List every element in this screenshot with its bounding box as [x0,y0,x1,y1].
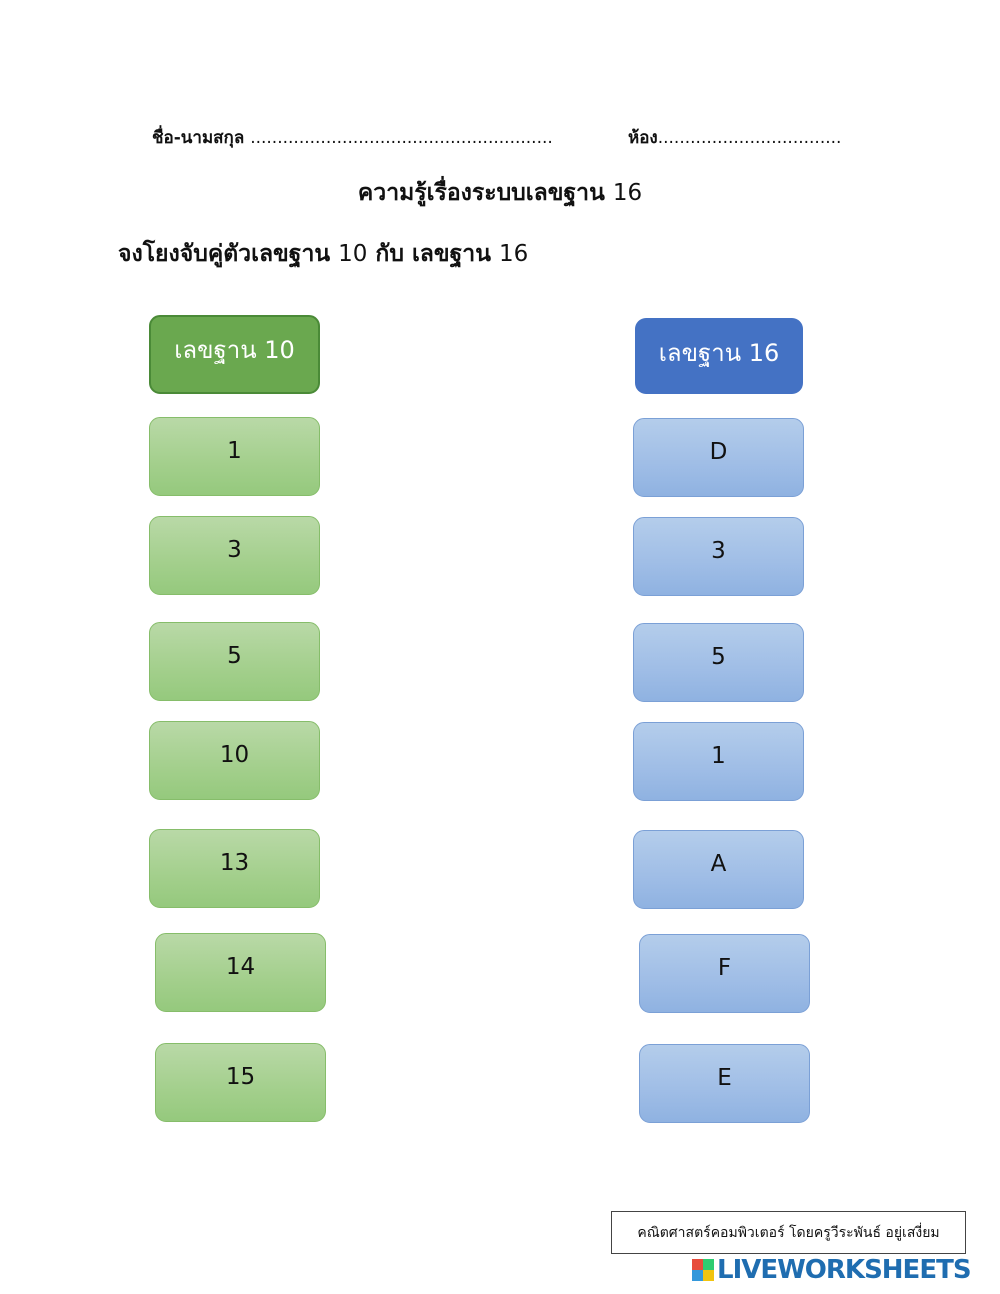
name-label: ชื่อ-นามสกุล [152,128,245,148]
right-item-4[interactable]: 1 [633,722,804,801]
title-text: ความรู้เรื่องระบบเลขฐาน [357,180,605,206]
left-item-4[interactable]: 10 [149,721,320,800]
title-number: 16 [612,180,643,206]
credit-text: คณิตศาสตร์คอมพิวเตอร์ โดยครูวีระพันธ์ อยู่เสงี่ยม [637,1224,940,1241]
right-item-7[interactable]: E [639,1044,810,1123]
credit-box [611,1211,966,1254]
left-item-5[interactable]: 13 [149,829,320,908]
left-item-6[interactable]: 14 [155,933,326,1012]
name-dots[interactable]: ........................................................ [250,128,553,148]
right-item-3[interactable]: 5 [633,623,804,702]
left-item-1[interactable]: 1 [149,417,320,496]
left-item-2[interactable]: 3 [149,516,320,595]
brand-logo-link[interactable] [692,1255,971,1285]
instruction-num1: 10 [338,241,368,267]
instruction [118,236,528,272]
brand-text: LIVEWORKSHEETS [717,1255,971,1285]
right-item-2[interactable]: 3 [633,517,804,596]
instruction-num2: 16 [498,241,529,267]
left-item-7[interactable]: 15 [155,1043,326,1122]
room-dots[interactable]: .................................. [657,128,842,148]
name-field [152,124,553,151]
right-item-1[interactable]: D [633,418,804,497]
instruction-part2: กับ เลขฐาน [375,241,491,267]
left-item-3[interactable]: 5 [149,622,320,701]
right-item-6[interactable]: F [639,934,810,1013]
instruction-part1: จงโยงจับคู่ตัวเลขฐาน [118,241,331,267]
right-item-5[interactable]: A [633,830,804,909]
room-field [628,124,841,151]
right-column-header: เลขฐาน 16 [635,318,803,394]
left-column-header: เลขฐาน 10 [149,315,320,394]
page-title [0,175,1000,211]
liveworksheets-logo-icon [692,1259,714,1281]
room-label: ห้อง [628,128,658,148]
